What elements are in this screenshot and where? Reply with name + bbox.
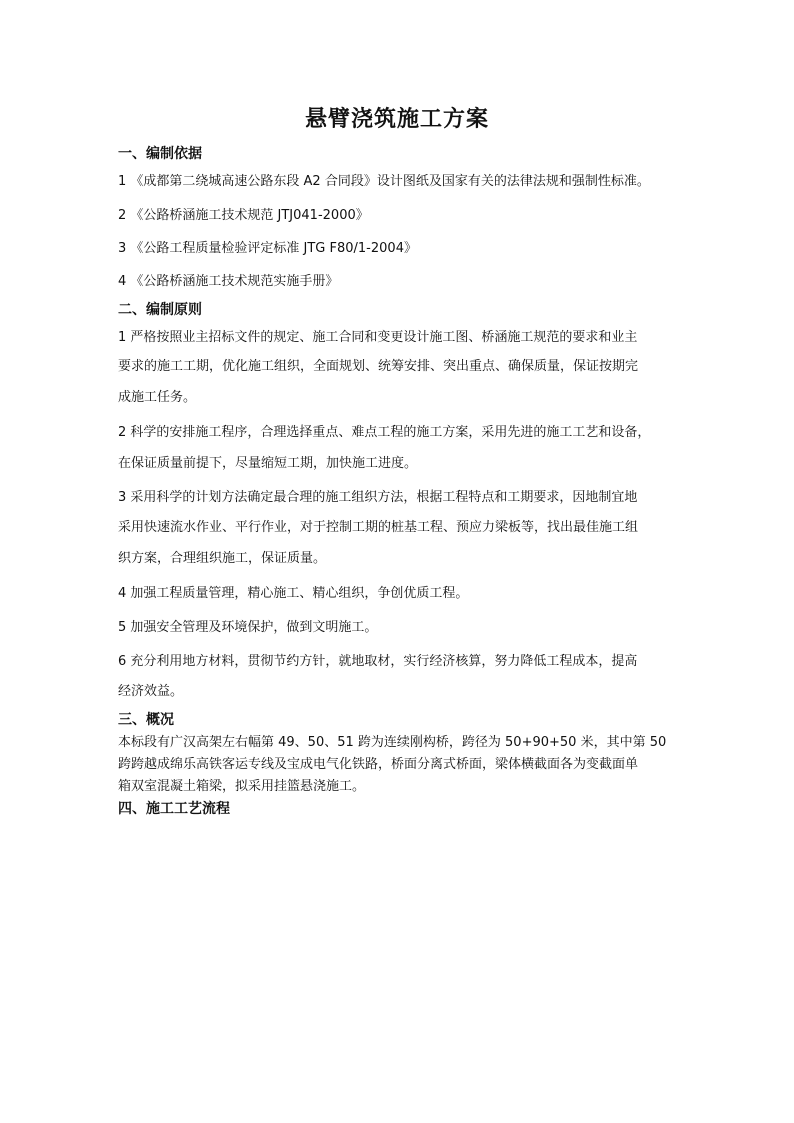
basis-item-1: 1 《成都第二绕城高速公路东段 A2 合同段》设计图纸及国家有关的法律法规和强制性标准。 xyxy=(118,174,650,189)
overview-line: 跨跨越成绵乐高铁客运专线及宝成电气化铁路，桥面分离式桥面，梁体横截面各为变截面单 xyxy=(118,757,639,772)
basis-item-2: 2 《公路桥涵施工技术规范 JTJ041-2000》 xyxy=(118,208,369,223)
section-heading-principles: 二、编制原则 xyxy=(118,302,202,318)
principle-line: 1 严格按照业主招标文件的规定、施工合同和变更设计施工图、桥涵施工规范的要求和业主 xyxy=(118,330,638,345)
section-heading-overview: 三、概况 xyxy=(118,712,174,728)
principle-line: 在保证质量前提下，尽量缩短工期，加快施工进度。 xyxy=(118,456,418,471)
section-heading-basis: 一、编制依据 xyxy=(118,146,202,162)
principle-line: 采用快速流水作业、平行作业，对于控制工期的桩基工程、预应力梁板等，找出最佳施工组 xyxy=(118,520,639,535)
principle-line: 织方案，合理组织施工，保证质量。 xyxy=(118,551,327,566)
principle-line: 6 充分利用地方材料，贯彻节约方针，就地取材，实行经济核算，努力降低工程成本，提高 xyxy=(118,654,638,669)
principle-line: 5 加强安全管理及环境保护，做到文明施工。 xyxy=(118,620,378,635)
principle-line: 2 科学的安排施工程序，合理选择重点、难点工程的施工方案，采用先进的施工工艺和设备， xyxy=(118,425,651,440)
principle-line: 3 采用科学的计划方法确定最合理的施工组织方法，根据工程特点和工期要求，因地制宜地 xyxy=(118,490,638,505)
basis-item-3: 3 《公路工程质量检验评定标准 JTG F80/1-2004》 xyxy=(118,241,417,256)
overview-line: 箱双室混凝土箱梁，拟采用挂篮悬浇施工。 xyxy=(118,779,366,794)
principle-line: 要求的施工工期，优化施工组织，全面规划、统筹安排、突出重点、确保质量，保证按期完 xyxy=(118,359,639,374)
basis-item-4: 4 《公路桥涵施工技术规范实施手册》 xyxy=(118,274,339,289)
section-heading-process-flow: 四、施工工艺流程 xyxy=(118,801,230,817)
principle-line: 成施工任务。 xyxy=(118,390,197,405)
principle-line: 4 加强工程质量管理，精心施工、精心组织，争创优质工程。 xyxy=(118,586,469,601)
principle-line: 经济效益。 xyxy=(118,684,184,699)
document-title: 悬臂浇筑施工方案 xyxy=(304,106,489,132)
overview-line: 本标段有广汉高架左右幅第 49、50、51 跨为连续刚构桥，跨径为 50+90+50 米，其中第 50 xyxy=(118,735,667,750)
